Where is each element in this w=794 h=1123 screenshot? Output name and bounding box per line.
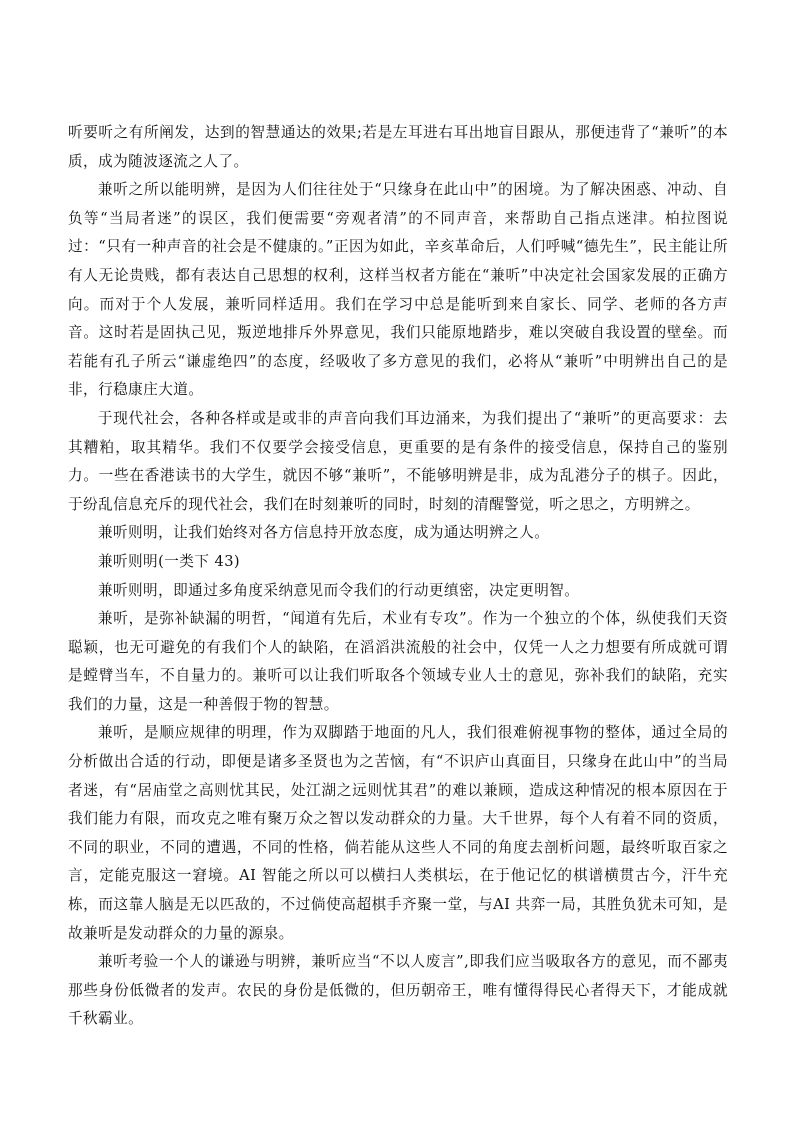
essay-title: 兼听则明(一类下 43) — [97, 552, 241, 570]
paragraph-3: 于现代社会，各种各样或是或非的声音向我们耳边涌来，为我们提出了“兼听”的更高要求：去其糟粕，取其精华。我们不仅要学会接受信息，更重要的是有条件的接受信息，保持自己的鉴别力。一些在香港读书的大学生，就因不够“兼听”，不能够明辨是非，成为乱港分子的棋子。因此，于纷乱信息充斥的现代社会，我们在时刻兼听的同时，时刻的清醒警觉，听之思之，方明辨之。 — [68, 409, 728, 513]
paragraph-1: 听要听之有所阐发，达到的智慧通达的效果;若是左耳进右耳出地盲目跟从，那便违背了“兼听”的本质，成为随波逐流之人了。 — [68, 124, 728, 170]
document-body — [68, 119, 728, 1034]
paragraph-4: 兼听则明，让我们始终对各方信息持开放态度，成为通达明辨之人。 — [97, 524, 550, 542]
paragraph-6: 兼听，是弥补缺漏的明哲，“闻道有先后，术业有专攻”。作为一个独立的个体，纵使我们天资聪颖，也无可避免的有我们个人的缺陷，在滔滔洪流般的社会中，仅凭一人之力想要有所成就可谓是螳臂当车，不自量力的。兼听可以让我们听取各个领域专业人士的意见，弥补我们的缺陷，充实我们的力量，这是一种善假于物的智慧。 — [68, 610, 728, 713]
paragraph-8: 兼听考验一个人的谦逊与明辨，兼听应当“不以人废言”,即我们应当吸取各方的意见，而不鄙夷那些身份低微者的发声。农民的身份是低微的，但历朝帝王，唯有懂得得民心者得天下，才能成就千秋霸业。 — [68, 953, 728, 1028]
paragraph-7: 兼听，是顺应规律的明理，作为双脚踏于地面的凡人，我们很难俯视事物的整体，通过全局的分析做出合适的行动，即便是诸多圣贤也为之苦恼，有“不识庐山真面目，只缘身在此山中”的当局者迷，有“居庙堂之高则忧其民，处江湖之远则忧其君”的难以兼顾，造成这种情况的根本原因在于我们能力有限，而攻克之唯有聚万众之智以发动群众的力量。大千世界，每个人有着不同的资质，不同的职业，不同的遭遇，不同的性格，倘若能从这些人不同的角度去剖析问题，最终听取百家之言，定能克服这一窘境。AI 智能之所以可以横扫人类棋坛，在于他记忆的棋谱横贯古今，汗牛充栋，而这靠人脑是无以匹敌的，不过倘使高超棋手齐聚一堂，与AI 共弈一局，其胜负犹未可知，是故兼听是发动群众的力量的源泉。 — [68, 724, 728, 942]
paragraph-2: 兼听之所以能明辨，是因为人们往往处于“只缘身在此山中”的困境。为了解决困惑、冲动、自负等“当局者迷”的误区，我们便需要“旁观者清”的不同声音，来帮助自己指点迷津。柏拉图说过：“只有一种声音的社会是不健康的。”正因为如此，辛亥革命后，人们呼喊“德先生”，民主能让所有人无论贵贱，都有表达自己思想的权利，这样当权者方能在“兼听”中决定社会国家发展的正确方向。而对于个人发展，兼听同样适用。我们在学习中总是能听到来自家长、同学、老师的各方声音。这时若是固执己见，叛逆地排斥外界意见，我们只能原地踏步，难以突破自我设置的壁垒。而若能有孔子所云“谦虚绝四”的态度，经吸收了多方意见的我们，必将从“兼听”中明辨出自己的是非，行稳康庄大道。 — [68, 181, 728, 399]
paragraph-5: 兼听则明，即通过多角度采纳意见而令我们的行动更缜密，决定更明智。 — [97, 581, 580, 599]
